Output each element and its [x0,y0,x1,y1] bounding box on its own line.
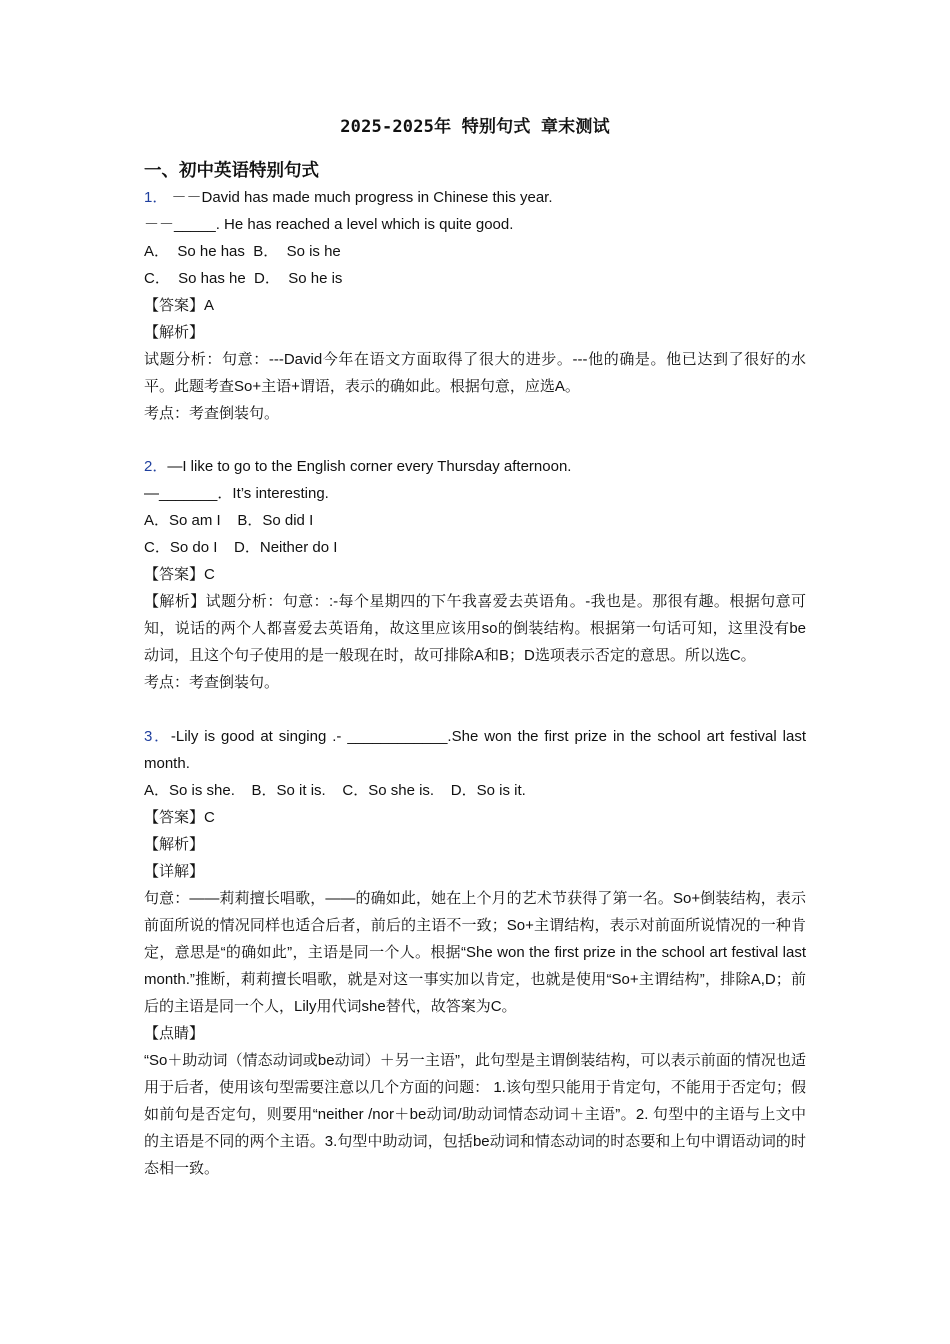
question-3-tip: “So＋助动词（情态动词或be动词）＋另一主语”，此句型是主谓倒装结构，可以表示前面的情况也适用于后者，使用该句型需要注意以几个方面的问题： 1.该句型只能用于肯定句，不能用于否定句；假如前句是否定句，则要用“neither /nor＋be动词/助动词情态动词＋主语”。2. 句型中的主语与上文中的主语是不同的两个主语。3.句型中助动词，包括be动词和情态动词的时态要和上句中谓语动词的时态相一致。 [144,1052,806,1177]
question-3-answer: 【答案】C [144,809,215,826]
question-3-tip-label: 【点睛】 [144,1025,205,1042]
question-2-point: 考点：考查倒装句。 [144,674,280,691]
question-2-answer: 【答案】C [144,566,215,583]
question-3-options: A．So is she. B．So it is. C．So she is. D．So is it. [144,782,526,799]
question-3-detail-label: 【详解】 [144,863,205,880]
document-body [144,158,806,1182]
section-heading: 一、初中英语特别句式 [144,161,319,181]
question-2-stem [144,453,806,480]
question-stem-text: －－David has made much progress in Chinese this year. [167,189,553,206]
question-2-options-ab: A．So am I B．So did I [144,512,314,529]
question-number: 3． [144,728,171,745]
question-2-stem-reply: —_______．It’s interesting. [144,485,329,502]
spacer [144,427,806,453]
question-3-analysis-label: 【解析】 [144,836,205,853]
spacer [144,696,806,723]
question-1-stem-reply: －－_____. He has reached a level which is quite good. [144,216,514,233]
question-1-options-cd: C． So has he D． So he is [144,270,343,287]
question-1-stem [144,184,806,211]
question-2-options-cd: C．So do I D．Neither do I [144,539,338,556]
question-1-analysis: 试题分析：句意：---David今年在语文方面取得了很大的进步。---他的确是。他已达到了很好的水平。此题考查So+主语+谓语，表示的确如此。根据句意，应选A。 [144,351,806,395]
question-2-analysis: 【解析】试题分析：句意：:-每个星期四的下午我喜爱去英语角。-我也是。那很有趣。根据句意可知，说话的两个人都喜爱去英语角，故这里应该用so的倒装结构。根据第一句话可知，这里没有be动词，且这个句子使用的是一般现在时，故可排除A和B；D选项表示否定的意思。所以选C。 [144,593,806,664]
question-1-point: 考点：考查倒装句。 [144,405,280,422]
question-stem-text: —I like to go to the English corner every Thursday afternoon. [167,458,572,475]
question-3-detail: 句意：——莉莉擅长唱歌，——的确如此，她在上个月的艺术节获得了第一名。So+倒装结构，表示前面所说的情况同样也适合后者，前后的主语不一致；So+主谓结构，表示对前面所说情况的一种肯定，意思是“的确如此”，主语是同一个人。根据“She won the first prize in the school art festival last month.”推断，莉莉擅长唱歌，就是对这一事实加以肯定，也就是使用“So+主谓结构”，排除A,D；前后的主语是同一个人，Lily用代词she替代，故答案为C。 [144,890,806,1015]
document-title: 2025-2025年 特别句式 章末测试 [340,117,610,137]
question-1-answer: 【答案】A [144,297,215,314]
question-1-analysis-label: 【解析】 [144,324,205,341]
question-stem-text: -Lily is good at singing .- ____________.She won the first prize in the school art festival last month. [144,728,806,772]
question-number: 1． [144,189,168,206]
question-3-stem [144,723,806,777]
question-3 [144,723,806,1182]
question-1-options-ab: A． So he has B． So is he [144,243,341,260]
question-2 [144,453,806,696]
question-1 [144,184,806,427]
question-number: 2． [144,458,168,475]
